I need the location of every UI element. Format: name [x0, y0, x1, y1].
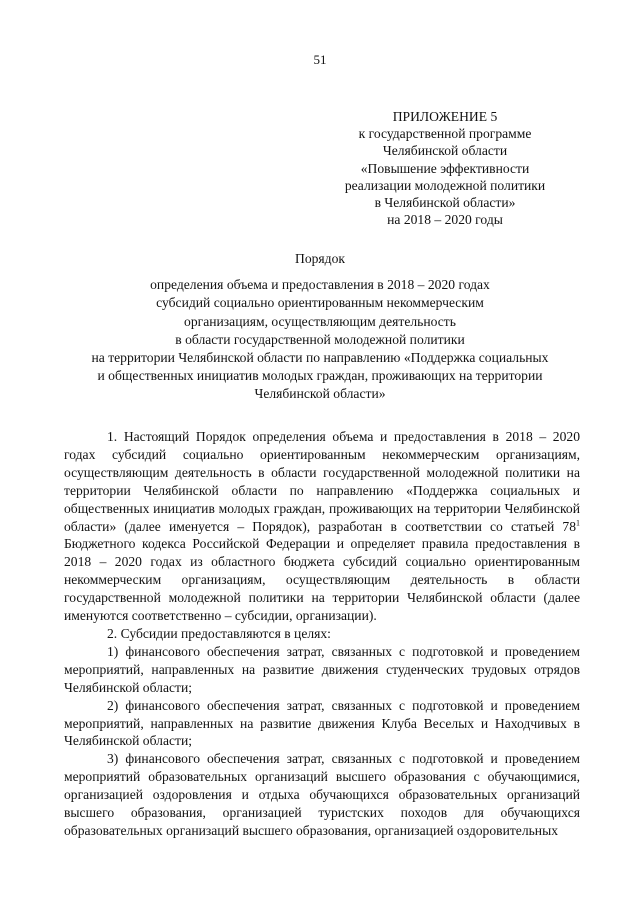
appendix-line: на 2018 – 2020 годы [387, 212, 503, 228]
title-line: и общественных инициатив молодых граждан, проживающих на территории [97, 368, 543, 384]
document-title [60, 250, 580, 404]
page-number: 51 [313, 52, 327, 67]
paragraph-3: 1) финансового обеспечения затрат, связанных с подготовкой и проведением мероприятий, направленных на развитие движения студенческих трудовых отрядов Челябинской области; [64, 643, 580, 695]
appendix-line: ПРИЛОЖЕНИЕ 5 [392, 109, 498, 124]
paragraph-1 [64, 428, 580, 625]
title-heading: Порядок [295, 251, 345, 266]
appendix-line: к государственной программе [358, 126, 532, 142]
title-line: организациям, осуществляющим деятельность [184, 313, 456, 329]
appendix-header [330, 108, 560, 228]
title-line: субсидий социально ориентированным некоммерческим [156, 295, 484, 311]
title-line: на территории Челябинской области по направлению «Поддержка социальных [91, 350, 549, 366]
title-line: Челябинской области» [254, 386, 386, 402]
document-body [64, 428, 580, 840]
appendix-line: Челябинской области [382, 143, 508, 159]
appendix-line: «Повышение эффективности [360, 160, 530, 176]
paragraph-1-text-b: Бюджетного кодекса Российской Федерации и определяет правила предоставления в 2018 – 2020 годах из областного бюджета субсидий социально ориентированным некоммерческим организациям, осуществляющим деятельность в области государственной молодежной политики на территории Челябинской области (далее именуются соответственно – субсидии, организации). [64, 536, 580, 624]
title-line: в области государственной молодежной политики [175, 331, 465, 347]
paragraph-5: 3) финансового обеспечения затрат, связанных с подготовкой и проведением мероприятий образовательных организаций высшего образования с обучающимися, организацией оздоровления и отдыха обучающихся образовательных организаций высшего образования, организацией туристских походов для обучающихся образовательных организаций высшего образования, организацией оздоровительных [64, 751, 580, 838]
appendix-line: реализации молодежной политики [344, 177, 546, 193]
footnote-superscript: 1 [576, 518, 580, 527]
paragraph-4: 2) финансового обеспечения затрат, связанных с подготовкой и проведением мероприятий, направленных на развитие движения Клуба Веселых и Находчивых в Челябинской области; [64, 697, 580, 749]
paragraph-1-text-a: 1. Настоящий Порядок определения объема и предоставления в 2018 – 2020 годах субсидий социально ориентированным некоммерческим организациям, осуществляющим деятельность в области государственной молодежной политики на территории Челябинской области по направлению «Поддержка социальных и общественных инициатив молодых граждан, проживающих на территории Челябинской области» (далее именуется – Порядок), разработан в соответствии со статьей 78 [64, 429, 580, 534]
title-line: определения объема и предоставления в 2018 – 2020 годах [150, 277, 490, 293]
appendix-line: в Челябинской области» [374, 195, 516, 211]
paragraph-2: 2. Субсидии предоставляются в целях: [107, 625, 331, 641]
